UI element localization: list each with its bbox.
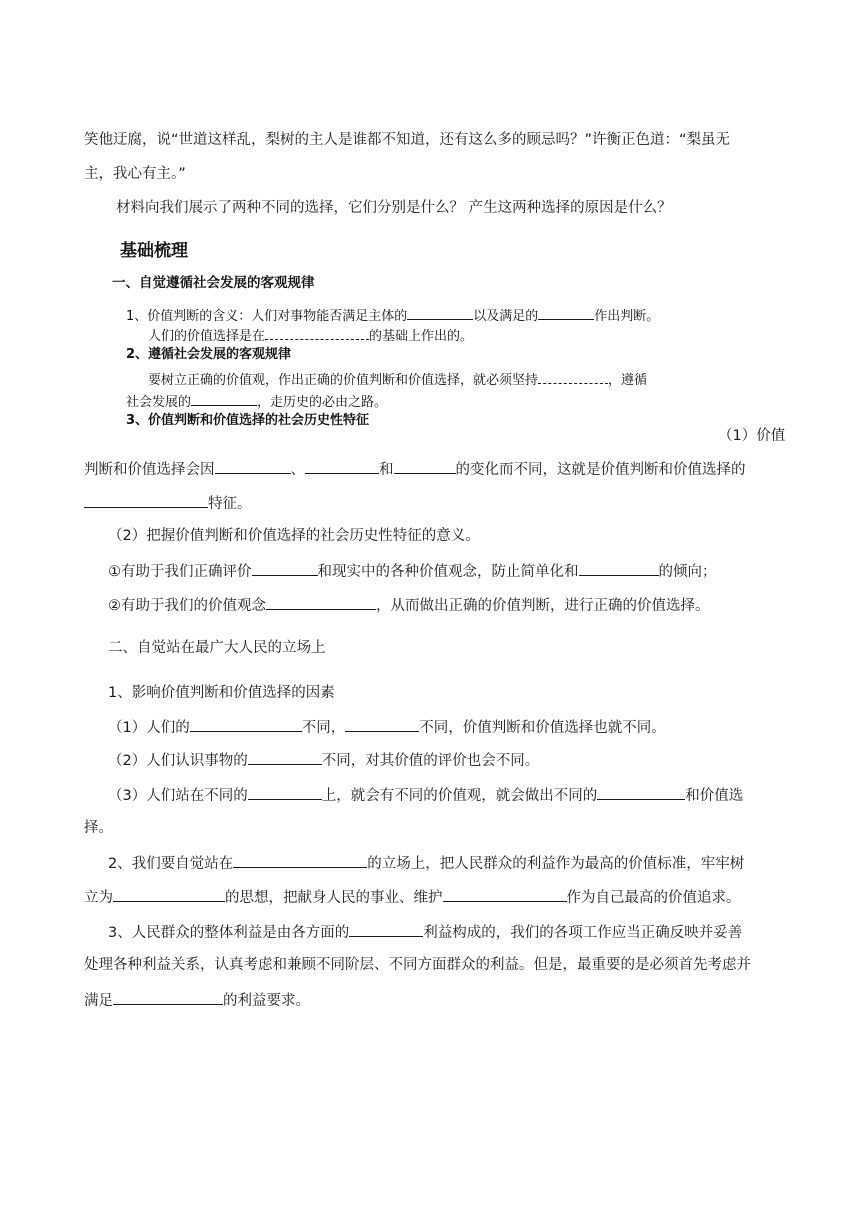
basic-item2-line2 — [126, 390, 387, 412]
item1c-text: 作出判断。 — [594, 309, 660, 324]
item2-text: 2、遵循社会发展的客观规律 — [126, 347, 292, 362]
item2d-text: ，走历史的必由之路。 — [257, 395, 388, 410]
blank-16 — [248, 784, 322, 800]
blank-2 — [538, 304, 594, 320]
s2-1c-d: 择。 — [84, 820, 113, 836]
p1-a: 判断和价值选择会因 — [84, 462, 215, 478]
blank-13 — [190, 716, 302, 732]
s2-1c-b: 上，就会有不同的价值观，就会做出不同的 — [321, 788, 598, 804]
blank-8 — [394, 458, 456, 474]
blank-10 — [252, 560, 318, 576]
s2-1a-a: （1）人们的 — [108, 720, 190, 736]
p3-b: 和现实中的各种价值观念，防止简单化和 — [317, 564, 579, 580]
s2-item2 — [108, 852, 744, 874]
s2-2-b: 的立场上，把人民群众的利益作为最高的价值标准，牢牢树 — [367, 856, 745, 872]
p3-a: ①有助于我们正确评价 — [108, 564, 252, 580]
s2-item1 — [108, 683, 335, 703]
s2-item3-cont2 — [84, 989, 310, 1011]
s2-1c-a: （3）人们站在不同的 — [108, 788, 248, 804]
item2a-text: 要树立正确的价值观，作出正确的价值判断和价值选择，就必须坚持 — [148, 373, 539, 388]
s2-1a-b: 不同， — [301, 720, 346, 736]
item2b-text: ，遵循 — [608, 373, 648, 388]
blank-18 — [233, 852, 367, 868]
s2-item1-text: 1、影响价值判断和价值选择的因素 — [108, 685, 335, 701]
basic-heading — [120, 242, 188, 260]
p1-prefix — [718, 426, 785, 446]
blank-12 — [266, 594, 376, 610]
s2-1b-a: （2）人们认识事物的 — [108, 753, 248, 769]
p1-b: 的变化而不同，这就是价值判断和价值选择的 — [455, 462, 746, 478]
item3-text: 3、价值判断和价值选择的社会历史性特征 — [126, 413, 370, 428]
p4-b: ，从而做出正确的价值判断，进行正确的价值选择。 — [376, 598, 710, 614]
blank-22 — [113, 989, 223, 1005]
p1-sep: 、 — [290, 462, 305, 478]
s2-2-e: 作为自己最高的价值追求。 — [566, 890, 741, 906]
p3-line — [108, 560, 717, 582]
item1d-text: 人们的价值选择是在 — [148, 329, 266, 344]
basic-item1-line2 — [148, 324, 473, 346]
p1-line-2 — [84, 492, 252, 514]
p1-c: 特征。 — [208, 496, 252, 512]
blank-6 — [215, 458, 291, 474]
basic-item3 — [126, 412, 369, 430]
blank-11 — [579, 560, 659, 576]
s2-3-c: 处理各种利益关系，认真考虑和兼顾不同阶层、不同方面群众的利益。但是，最重要的是必须首先考虑并 — [84, 957, 751, 973]
blank-20 — [443, 886, 567, 902]
basic-review-image — [108, 238, 708, 434]
intro-text-1: 笑他迂腐，说“世道这样乱，梨树的主人是谁都不知道，还有这么多的顾忌吗？”许衡正色道：“梨虽无 — [84, 132, 731, 148]
p4-line — [108, 594, 710, 616]
intro-question — [116, 198, 672, 218]
s2-2-a: 2、我们要自觉站在 — [108, 856, 234, 872]
intro-line-2 — [84, 164, 186, 184]
blank-3 — [265, 324, 369, 340]
s2-item1c-cont — [84, 818, 113, 838]
p3-c: 的倾向； — [658, 564, 717, 580]
intro-text-2: 主，我心有主。” — [84, 166, 186, 182]
s2-item2-cont — [84, 886, 741, 908]
p2-line — [108, 526, 480, 546]
item2c-text: 社会发展的 — [126, 395, 192, 410]
blank-21 — [349, 921, 423, 937]
basic-item1-line1 — [126, 304, 659, 326]
s2-3-b: 利益构成的，我们的各项工作应当正确反映并妥善 — [423, 925, 743, 941]
s2-1c-c: 和价值选 — [685, 788, 744, 804]
item1a-text: 1、价值判断的含义：人们对事物能否满足主体的 — [126, 309, 408, 324]
s2-item1b — [108, 749, 539, 771]
s2-2-d: 的思想，把献身人民的事业、维护 — [225, 890, 443, 906]
basic-item2-line1 — [148, 368, 647, 390]
s2-3-a: 3、人民群众的整体利益是由各方面的 — [108, 925, 350, 941]
s2-1b-b: 不同，对其价值的评价也会不同。 — [321, 753, 540, 769]
intro-line-1 — [84, 130, 730, 150]
basic-section1-title — [112, 274, 315, 292]
basic-item2 — [126, 346, 291, 364]
s2-item1c — [108, 784, 743, 806]
p2-text: （2）把握价值判断和价值选择的社会历史性特征的意义。 — [108, 528, 480, 544]
p1-prefix-text: （1）价值 — [718, 428, 786, 444]
section2-title-text: 二、自觉站在最广大人民的立场上 — [108, 640, 326, 656]
s2-3-d: 满足 — [84, 993, 113, 1009]
s2-1a-c: 不同，价值判断和价值选择也就不同。 — [419, 720, 666, 736]
s2-item1a — [108, 716, 666, 738]
basic-heading-text: 基础梳理 — [120, 241, 188, 261]
section2-title — [108, 638, 326, 658]
blank-7 — [305, 458, 379, 474]
blank-5 — [191, 390, 257, 406]
s2-2-c: 立为 — [84, 890, 113, 906]
blank-17 — [597, 784, 685, 800]
p4-a: ②有助于我们的价值观念 — [108, 598, 266, 614]
blank-14 — [345, 716, 419, 732]
s2-item3 — [108, 921, 742, 943]
p1-line — [84, 458, 746, 480]
item1b-text: 以及满足的 — [473, 309, 539, 324]
blank-4 — [538, 368, 608, 384]
blank-15 — [248, 749, 322, 765]
blank-1 — [407, 304, 473, 320]
blank-19 — [113, 886, 225, 902]
p1-and: 和 — [379, 462, 394, 478]
basic-section1-title-text: 一、自觉遵循社会发展的客观规律 — [112, 275, 315, 291]
intro-question-text: 材料向我们展示了两种不同的选择，它们分别是什么？ 产生这两种选择的原因是什么？ — [116, 200, 672, 216]
s2-3-e: 的利益要求。 — [223, 993, 310, 1009]
item1e-text: 的基础上作出的。 — [369, 329, 474, 344]
s2-item3-cont — [84, 955, 751, 975]
blank-9 — [84, 492, 208, 508]
